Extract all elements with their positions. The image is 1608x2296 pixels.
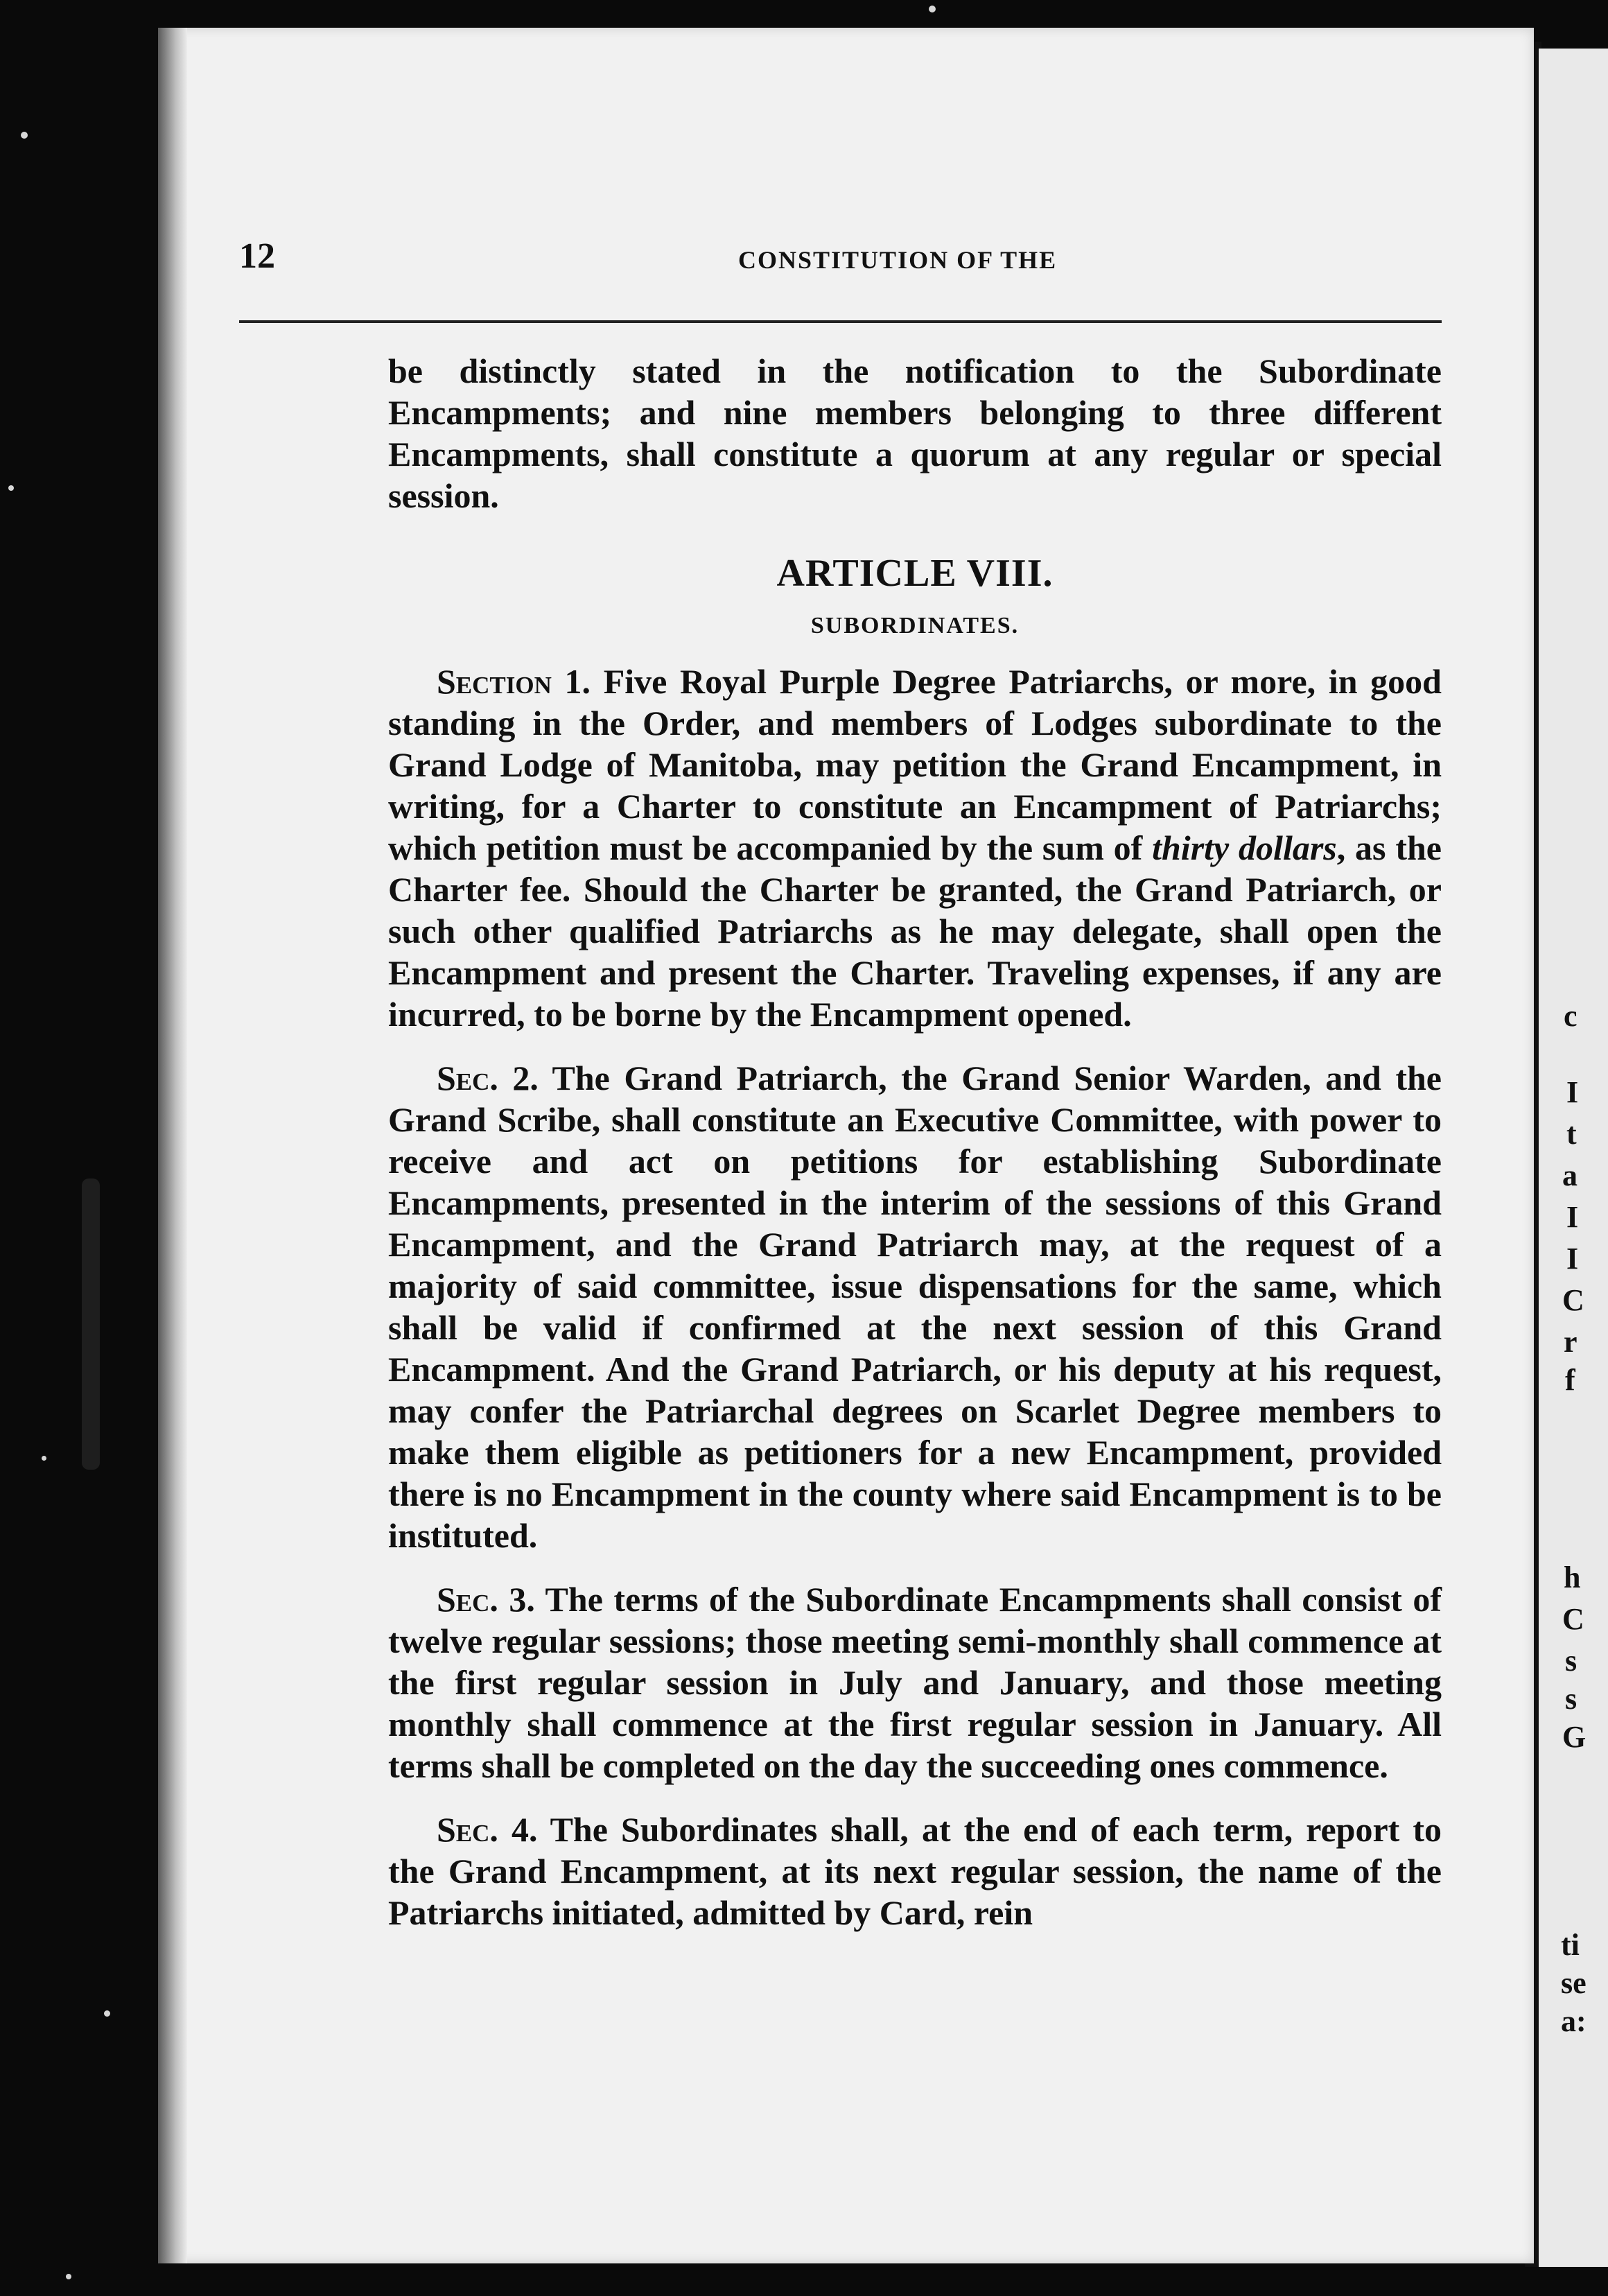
section-text: Five Royal Purple Degree Patriarchs, or more, in good standing in the Order, and members of Lodges subordinate to the Grand Lodge of Manitoba, may petition the Grand Encampment, in writing, for a Charter to constitute an Encampment of Patriarchs; which petition must be accompanied by the sum of	[388, 662, 1442, 867]
section-paragraph	[388, 1578, 1442, 1786]
page-number: 12	[239, 236, 275, 276]
page-binding-shadow	[158, 28, 187, 2263]
facing-page-letter: c	[1564, 999, 1578, 1033]
section-text: The Grand Patriarch, the Grand Senior Warden, and the Grand Scribe, shall constitute an Executive Committee, with power to receive and act on petitions for establishing Subordinate Encampments, presented in the interim of the sessions of this Grand Encampment, and the Grand Patriarch may, at the request of a majority of said committee, issue dispensations for the same, which shall be valid if confirmed at the next session of this Grand Encampment. And the Grand Patriarch, or his deputy at his request, may confer the Patriarchal degrees on Scarlet Degree members to make them eligible as petitioners for a new Encampment, provided there is no Encampment in the county where said Encampment is to be instituted.	[388, 1059, 1442, 1555]
facing-page-letter: a	[1562, 1158, 1578, 1192]
section-label: Section 1.	[437, 662, 591, 701]
facing-page-letter: C	[1562, 1283, 1584, 1317]
section-text: The Subordinates shall, at the end of each term, report to the Grand Encampment, at its next regular session, the name of the Patriarchs initiated, admitted by Card, rein	[388, 1810, 1442, 1932]
carryover-paragraph: be distinctly stated in the notification to the Subordinate Encampments; and nine members belonging to three different Encampments, shall constitute a quorum at any regular or special session.	[388, 351, 1442, 515]
section-paragraph	[388, 1809, 1442, 1933]
facing-page-letter: I	[1566, 1075, 1579, 1109]
facing-page-letter: s	[1565, 1682, 1578, 1716]
header-rule	[239, 320, 1442, 323]
facing-page-letter: f	[1565, 1363, 1575, 1397]
section-text: , as the Charter fee. Should the Charter be granted, the Grand Patriarch, or such other qualified Patriarchs as he may delegate, shall open the Encampment and present the Charter. Traveling expenses, if any are incurred, to be borne by the Encampment opened.	[388, 828, 1442, 1034]
facing-page-letter: a:	[1561, 2004, 1587, 2038]
section-paragraph	[388, 661, 1442, 1035]
facing-page-letter: G	[1562, 1720, 1587, 1754]
facing-page-letter: I	[1566, 1200, 1579, 1234]
running-head: CONSTITUTION OF THE	[738, 246, 1058, 274]
scan-speck	[66, 2274, 71, 2279]
scan-speck	[929, 6, 936, 12]
scan-speck	[42, 1456, 46, 1461]
scan-speck	[8, 485, 14, 491]
section-label: Sec. 3.	[437, 1580, 535, 1619]
section-paragraph	[388, 1057, 1442, 1556]
facing-page-letter: h	[1564, 1560, 1581, 1594]
section-text: The terms of the Subordinate Encampments shall consist of twelve regular sessions; those meeting semi-monthly shall commence at the first regular session in July and January, and those meeting monthly shall commence at the first regular session in January. All terms shall be completed on the day the succeeding ones commence.	[388, 1580, 1442, 1785]
facing-page-letter: ti	[1561, 1928, 1580, 1962]
page-header	[239, 236, 1442, 284]
page-body	[388, 350, 1442, 1933]
binding-ink-mark	[82, 1179, 100, 1470]
facing-page-letter: r	[1564, 1325, 1578, 1359]
article-title: ARTICLE VIII.	[776, 552, 1054, 595]
facing-page-letter: s	[1565, 1644, 1578, 1678]
section-emphasis: thirty dollars	[1152, 828, 1337, 867]
scan-speck	[21, 132, 28, 139]
section-label: Sec. 2.	[437, 1059, 539, 1097]
facing-page-letter: C	[1562, 1602, 1584, 1636]
scan-speck	[104, 2010, 110, 2017]
facing-page-letter: t	[1566, 1117, 1577, 1151]
article-subtitle: SUBORDINATES.	[810, 613, 1020, 638]
section-label: Sec. 4.	[437, 1810, 538, 1849]
facing-page-letter: I	[1566, 1242, 1579, 1276]
facing-page	[1539, 49, 1608, 2267]
facing-page-letter: se	[1561, 1966, 1587, 2000]
